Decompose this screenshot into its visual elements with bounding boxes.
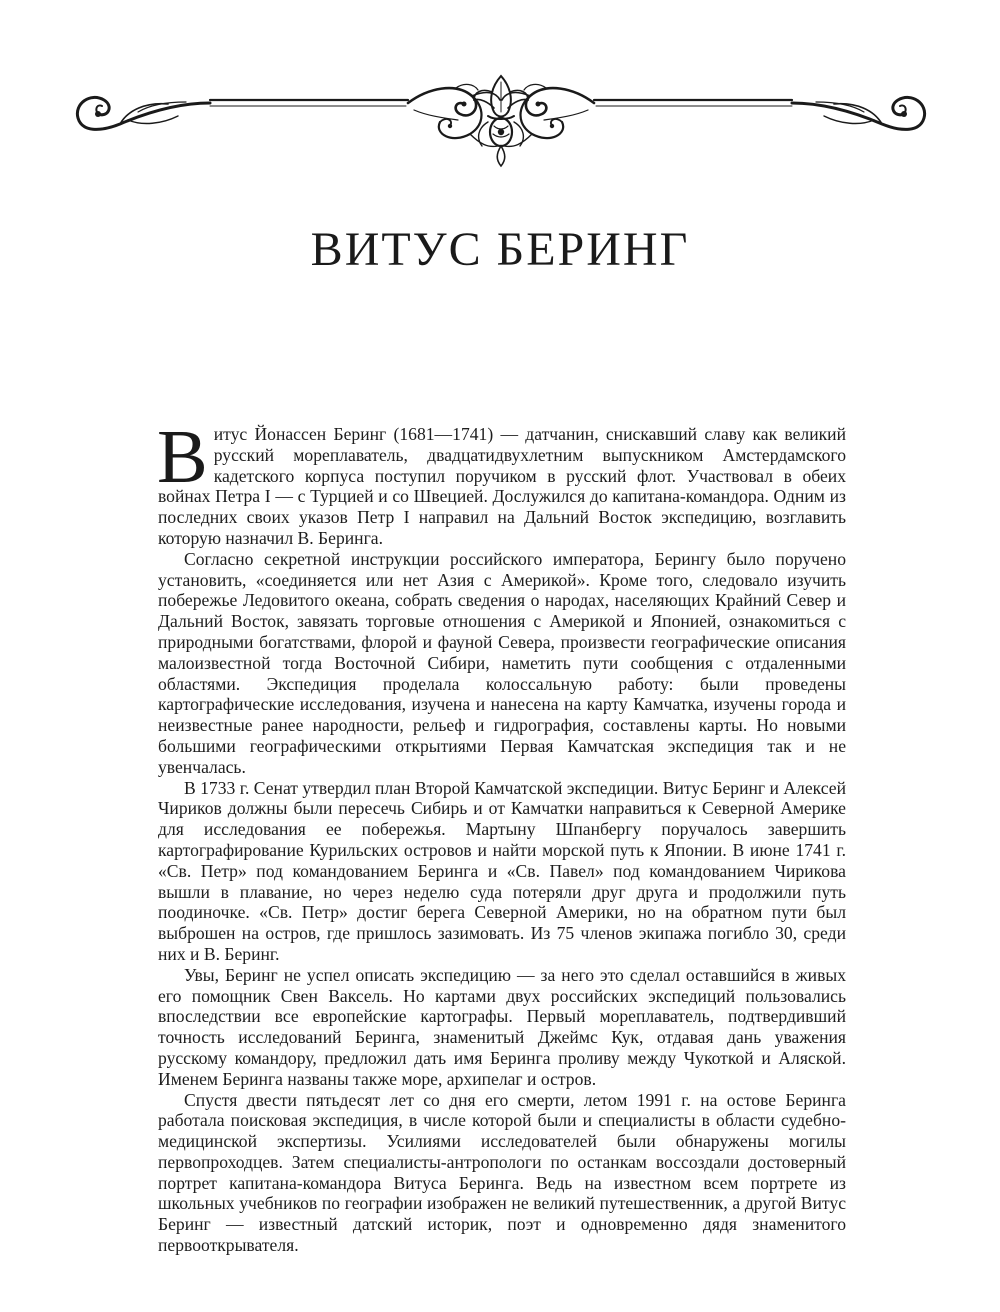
- paragraph-2: Согласно секретной инструкции российского императора, Берингу было поручено установить, «соединяется или нет Азия с Америкой». Кроме того, следовало изучить побережье Ледовитого океана, собрать сведения о народах, населяющих Крайний Север и Дальний Восток, завязать торговые отношения с Америкой и Японией, ознакомиться с природными богатствами, флорой и фауной Севера, произвести географические описания малоизвестной тогда Восточной Сибири, наметить пути сообщения с отдаленными областями. Экспедиция проделала колоссальную работу: были проведены картографические исследования, изучена и нанесена на карту Камчатка, изучены города и неизвестные ранее народности, рельеф и гидрография, составлены карты. Но новыми большими географическими открытиями Первая Камчатская экспедиция так и не увенчалась.: [158, 548, 846, 777]
- paragraph-3: В 1733 г. Сенат утвердил план Второй Камчатской экспедиции. Витус Беринг и Алексей Чириков должны были пересечь Сибирь и от Камчатки направиться к Северной Америке для исследования ее побережья. Мартыну Шпанбергу поручалось завершить картографирование Курильских островов и найти морской путь к Японии. В июне 1741 г. «Св. Петр» под командованием Беринга и «Св. Павел» под командованием Чирикова вышли в плавание, но через неделю суда потеряли друг друга и продолжили путь поодиночке. «Св. Петр» достиг берега Северной Америки, но на обратном пути был выброшен на остров, где пришлось зазимовать. Из 75 членов экипажа погибло 30, среди них и В. Беринг.: [158, 777, 846, 964]
- paragraph-1: [157, 415, 846, 549]
- left-acanthus-icon: [408, 84, 500, 146]
- header-ornament: [68, 62, 934, 172]
- page-title: ВИТУС БЕРИНГ: [310, 223, 690, 276]
- paragraph-1-text: итус Йонассен Беринг (1681—1741) — датчанин, снискавший славу как великий русский мореплаватель, двадцатидвухлетним выпускником Амстердамского кадетского корпуса поступил поручиком в русский флот. Участвовал в обеих войнах Петра I — с Турцией и со Швецией. Дослужился до капитана-командора. Одним из последних своих указов Петр I направил на Дальний Восток экспедицию, возглавить которую назначил В. Беринга.: [158, 424, 846, 548]
- right-acanthus-icon: [502, 84, 594, 146]
- drop-cap: В: [157, 415, 208, 499]
- article-body: [157, 415, 846, 1256]
- paragraph-4: Увы, Беринг не успел описать экспедицию — за него это сделал оставшийся в живых его помощник Свен Ваксель. Но картами двух российских экспедиций пользовались впоследствии все европейские картографы. Первый мореплаватель, подтвердивший точность исследований Беринга, знаменитый Джеймс Кук, отдавая дань уважения русскому командору, предложил дать имя Беринга проливу между Чукоткой и Аляской. Именем Беринга названы также море, архипелаг и остров.: [158, 964, 846, 1089]
- central-fleuron-icon: [474, 76, 528, 166]
- paragraph-5: Спустя двести пятьдесят лет со дня его смерти, летом 1991 г. на остове Беринга работала поисковая экспедиция, в числе которой были и специалисты в области судебно-медицинской экспертизы. Усилиями исследователей были обнаружены могилы первопроходцев. Затем специалисты-антропологи по останкам воссоздали достоверный портрет капитана-командора Витуса Беринга. Ведь на известном всем портрете из школьных учебников по географии изображен не великий путешественник, а другой Витус Беринг — известный датский историк, поэт и одновременно дядя знаменитого первооткрывателя.: [158, 1089, 846, 1256]
